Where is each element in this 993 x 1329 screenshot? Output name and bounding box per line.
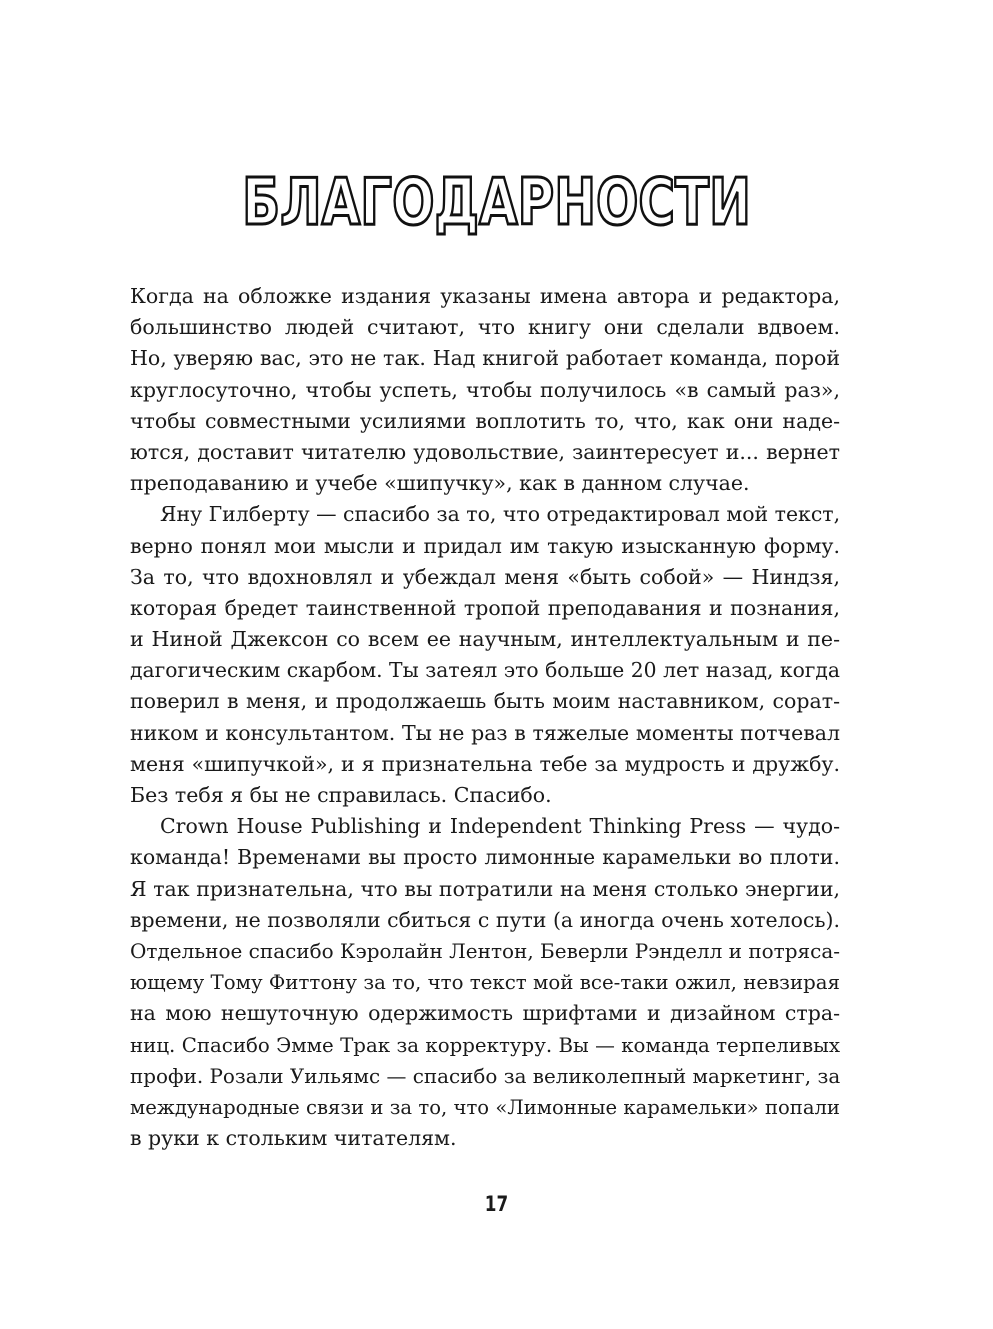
text-line: и Ниной Джексон со всем ее научным, интеллектуальным и пе-	[130, 627, 840, 652]
text-line: ником и консультантом. Ты не раз в тяжелые моменты потчевал	[130, 720, 840, 745]
text-line: профи. Розали Уильямс — спасибо за великолепный маркетинг, за	[130, 1064, 841, 1088]
text-line: Отдельное спасибо Кэролайн Лентон, Беверли Рэнделл и потряса-	[130, 938, 840, 963]
text-line: чтобы совместными усилиями воплотить то, что, как они наде-	[130, 408, 840, 433]
text-line: которая бредет таинственной тропой преподавания и познания,	[130, 595, 840, 620]
text-line: Когда на обложке издания указаны имена автора и редактора,	[130, 284, 840, 308]
text-line: круглосуточно, чтобы успеть, чтобы получилось «в самый раз»,	[130, 377, 840, 402]
text-line: верно понял мои мысли и придал им такую изысканную форму.	[130, 533, 840, 558]
text-line: на мою нешуточную одержимость шрифтами и дизайном стра-	[130, 1001, 840, 1026]
text-line: в руки к стольким читателям.	[130, 1126, 457, 1151]
text-line: международные связи и за то, что «Лимонные карамельки» попали	[130, 1095, 840, 1119]
page-heading: БЛАГОДАРНОСТИ	[242, 166, 751, 240]
text-line: Crown House Publishing и Independent Thinking Press — чудо-	[160, 814, 840, 839]
text-line: команда! Временами вы просто лимонные карамельки во плоти.	[130, 845, 840, 870]
text-line: Яну Гилберту — спасибо за то, что отредактировал мой текст,	[160, 502, 841, 527]
text-line: меня «шипучкой», и я признательна тебе за мудрость и дружбу.	[130, 751, 840, 776]
paragraph-1	[130, 281, 840, 499]
text-line: дагогическим скарбом. Ты затеял это больше 20 лет назад, когда	[130, 658, 840, 683]
text-line: Я так признательна, что вы потратили на меня столько энергии,	[130, 876, 840, 901]
text-line: поверил в меня, и продолжаешь быть моим наставником, сорат-	[130, 689, 840, 714]
text-line: ются, доставит читателю удовольствие, заинтересует и... вернет	[130, 439, 840, 464]
text-line: Но, уверяю вас, это не так. Над книгой работает команда, порой	[130, 346, 840, 371]
text-line: времени, не позволяли сбиться с пути (а иногда очень хотелось).	[130, 907, 840, 932]
body-text	[130, 281, 840, 1154]
paragraph-3	[130, 811, 840, 1154]
text-line: За то, что вдохновлял и убеждал меня «быть собой» — Ниндзя,	[130, 564, 840, 589]
text-line: преподаванию и учебе «шипучку», как в данном случае.	[130, 471, 750, 496]
text-line: ниц. Спасибо Эмме Трак за корректуру. Вы — команда терпеливых	[130, 1033, 840, 1057]
paragraph-2	[130, 499, 840, 811]
page-number: 17	[484, 1192, 509, 1216]
text-line: большинство людей считают, что книгу они сделали вдвоем.	[130, 315, 840, 340]
text-line: Без тебя я бы не справилась. Спасибо.	[130, 783, 552, 807]
text-line: ющему Тому Фиттону за то, что текст мой все-таки ожил, невзирая	[130, 971, 840, 995]
